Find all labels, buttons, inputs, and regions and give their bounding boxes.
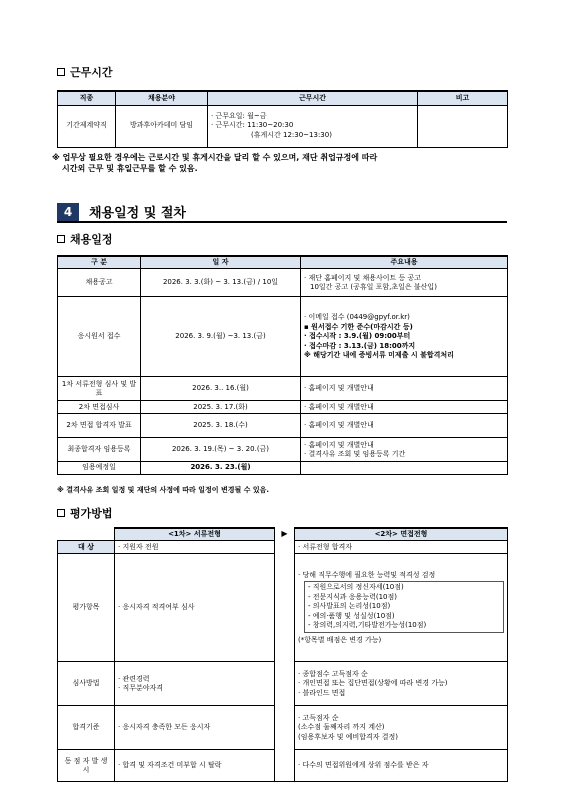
- work-hours-title: 근무시간: [57, 64, 113, 80]
- table-row: 대 상 · 지원자 전원 · 서류전형 합격자: [58, 541, 508, 554]
- header-date: 일 자: [141, 256, 301, 269]
- header-field: 채용분야: [116, 91, 208, 105]
- arrow-right-icon: ▶: [281, 529, 288, 539]
- work-hours-note: ※ 업무상 필요한 경우에는 근로시간 및 휴게시간을 달리 할 수 있으며, 재단 취업규정에 따라 시간외 근무 및 휴일근무를 할 수 있음.: [52, 153, 378, 174]
- evaluation-items-box: - 직원으로서의 정신자세(10점) - 전문지식과 응용능력(10점) - 의사발표의 논리성(10점) - 예의·품행 및 성실성(10점) - 창의력,의지력,기타발전가능성(10점): [304, 581, 504, 632]
- section-rule: [57, 221, 507, 223]
- table-row: 평가항목 · 응시자격 적격여부 심사 · 당해 직무수행에 필요한 능력및 적격성 검정 - 직원으로서의 정신자세(10점) - 전문지식과 응용능력(10점) - 의사발표의 논리성(10점) - 예의·품행 및 성실성(10점) - 창의력,의지력,기타발전가능성(10점) (*항목별 배점은 변경 가능): [58, 554, 508, 662]
- table-row: 합격기준 · 응시자격 충족한 모든 응시자 · 고득점자 순 (소수점 둘째자리 까지 계산) (임용후보자 및 예비합격자 결정): [58, 706, 508, 750]
- header-remark: 비고: [418, 91, 508, 105]
- evaluation-title: 평가방법: [57, 505, 113, 521]
- schedule-note: ※ 결격사유 조회 일정 및 재단의 사정에 따라 일정이 변경될 수 있음.: [57, 486, 270, 494]
- section-heading: [57, 202, 186, 221]
- table-row: 2차 면접 합격자 발표 2025. 3. 18.(수) · 홈페이지 및 개별안내: [58, 414, 508, 438]
- header-hours: 근무시간: [208, 91, 418, 105]
- square-bullet-icon: [57, 235, 65, 243]
- work-hours-table: [57, 90, 508, 148]
- schedule-table: [57, 255, 508, 475]
- table-row: 1차 서류전형 심사 및 발표 2026. 3.. 16.(월) · 홈페이지 및 개별안내: [58, 377, 508, 401]
- stage1-header: <1차> 서류전형: [115, 528, 275, 541]
- field-cell: 방과후아카데미 담임: [116, 105, 208, 147]
- job-type-cell: 기간제계약직: [58, 105, 116, 147]
- section-title: 채용일정 및 절차: [89, 206, 186, 221]
- table-row: 최종합격자 임용등록 2026. 3. 19.(목) ~ 3. 20.(금) · 홈페이지 및 개별안내 · 결격사유 조회 및 임용등록 기간: [58, 438, 508, 462]
- remark-cell: [418, 105, 508, 147]
- table-row: 응시원서 접수 2026. 3. 9.(월) ~3. 13.(금) · 이메일 접수 (0449@gpyf.or.kr) ▪ 원서접수 기한 준수(마감시간 등) · 접수시작 : 3.9.(월) 09:00부터 · 접수마감 : 3.13.(금) 18:00까지 ※ 해당기간 내에 증빙서류 미제출 시 불합격처리: [58, 297, 508, 377]
- hours-cell: · 근무요일: 월~금 · 근무시간: 11:30~20:30 (휴게시간 12:30~13:30): [208, 105, 418, 147]
- evaluation-table: [57, 527, 508, 782]
- table-row: 동 점 자 발 생 시 · 합격 및 자격조건 미부합 시 탈락 · 다수의 면접위원에게 상위 점수를 받은 자: [58, 750, 508, 782]
- schedule-title: 채용일정: [57, 231, 113, 247]
- header-category: 구 분: [58, 256, 141, 269]
- square-bullet-icon: [57, 68, 65, 76]
- table-row: 임용예정일 2026. 3. 23.(월): [58, 462, 508, 474]
- table-row: 심사방법 · 관련경력 · 직무분야자격 · 종합점수 고득점자 순 · 개인면접 또는 집단면접(상황에 따라 변경 가능) · 블라인드 면접: [58, 662, 508, 706]
- header-job-type: 직종: [58, 91, 116, 105]
- table-row: 채용공고 2026. 3. 3.(화) ~ 3. 13.(금) / 10일 · 재단 홈페이지 및 채용사이트 등 공고 10일간 공고 (공휴일 포함,초일은 불산입): [58, 269, 508, 297]
- table-row: 2차 면접심사 2025. 3. 17.(화) · 홈페이지 및 개별안내: [58, 401, 508, 414]
- square-bullet-icon: [57, 509, 65, 517]
- header-details: 주요내용: [301, 256, 508, 269]
- section-number: 4: [57, 203, 79, 221]
- table-row: [58, 105, 508, 147]
- stage2-header: <2차> 면접전형: [295, 528, 508, 541]
